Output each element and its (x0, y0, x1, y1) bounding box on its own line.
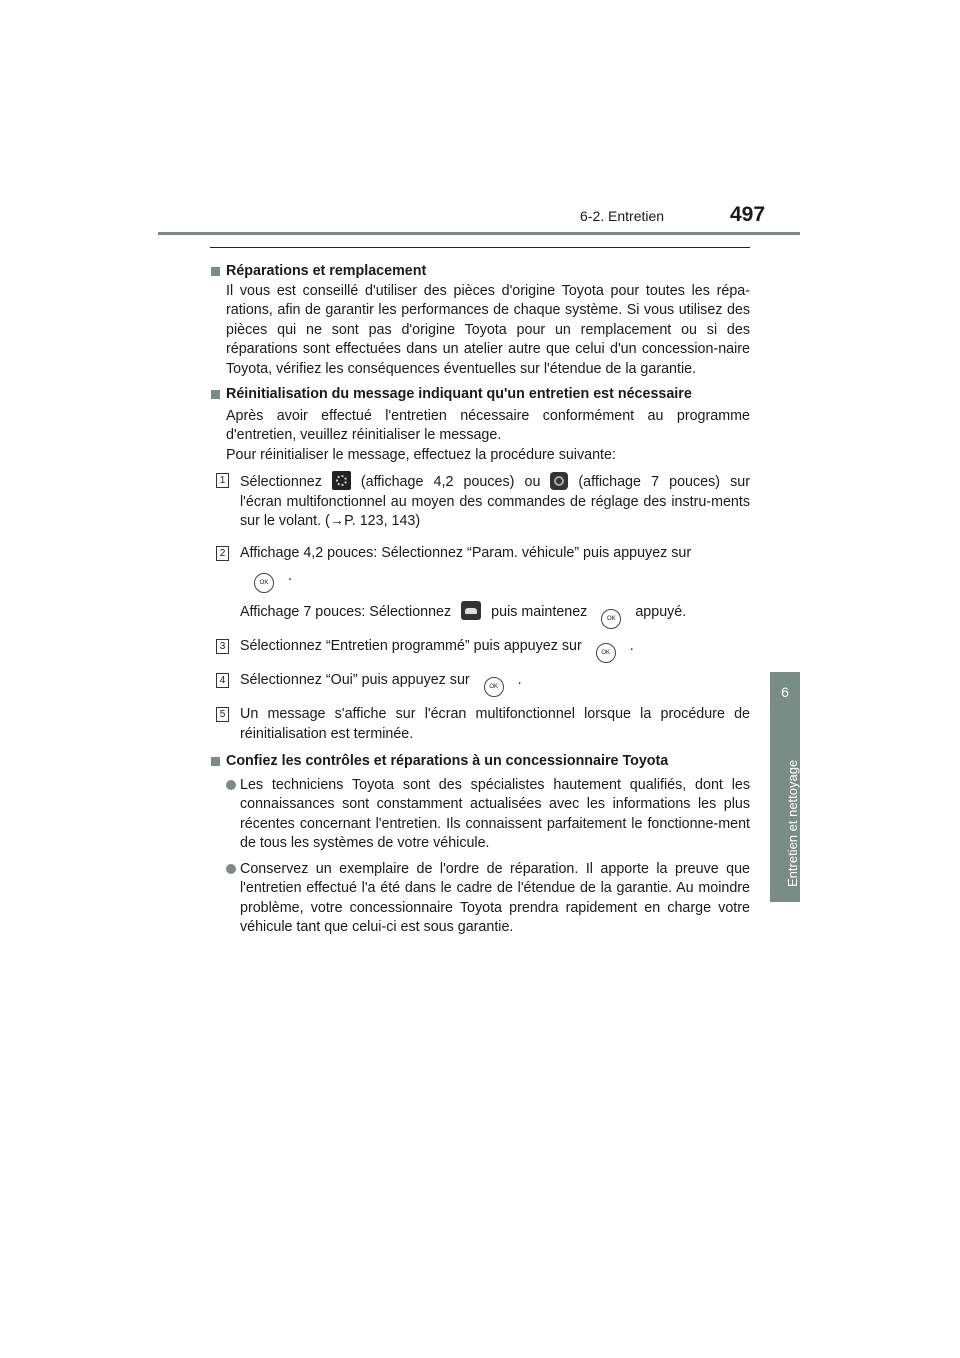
step-number: 5 (216, 707, 229, 722)
section-heading: Réinitialisation du message indiquant qu'un entretien est nécessaire (210, 385, 750, 405)
vehicle-settings-icon (461, 601, 481, 620)
step-3 (219, 637, 750, 663)
step-text: puis maintenez (491, 604, 588, 620)
step-text: Sélectionnez (240, 474, 322, 490)
paragraph: Après avoir effectué l'entretien nécessaire conformément au programme d'entretien, veuillez réinitialiser le message. (226, 407, 750, 443)
step-5 (219, 705, 750, 744)
ok-button-icon: OK (601, 609, 621, 629)
paragraph: Il vous est conseillé d'utiliser des pièces d'origine Toyota pour toutes les répa-rations, afin de garantir les performances de chaque système. Si vous utilisez des pièces qui ne sont pas d'origine Toyota pour un remplacement ou si des réparations sont effectuées dans un atelier autre que celui d'un concession-naire Toyota, vérifiez les conséquences éventuelles sur l'étendue de la garantie. (226, 282, 750, 377)
page-number: 497 (730, 203, 766, 226)
bullet-item: Conservez un exemplaire de l'ordre de réparation. Il apporte la preuve que l'entretien effectué l'a été dans le cadre de l'étendue de la garantie. Au moindre problème, votre concessionnaire Toyota prendra rapidement en charge votre véhicule tant que celui-ci est sous garantie. (240, 860, 750, 938)
step-number: 3 (216, 639, 229, 654)
step-number: 4 (216, 673, 229, 688)
step-text: . (517, 672, 522, 688)
chapter-label: Entretien et nettoyage (785, 759, 800, 887)
step-text: Affichage 4,2 pouces: Sélectionnez “Param. véhicule” puis appuyez sur (240, 544, 692, 561)
ok-button-icon: OK (596, 643, 616, 663)
settings-gear-icon (550, 472, 568, 490)
chapter-number: 6 (781, 684, 789, 700)
step-text: . (288, 568, 292, 584)
content-divider (210, 247, 750, 248)
step-2 (219, 544, 750, 630)
step-text: Sélectionnez “Entretien programmé” puis appuyez sur (240, 638, 582, 654)
header-rule (158, 232, 800, 235)
step-text: Affichage 7 pouces: Sélectionnez (240, 604, 452, 620)
step-text: (affichage 7 pouces) sur l'écran multifonctionnel au moyen des commandes de réglage des instru-ments sur le volant. (→P. 123, 143) (240, 474, 750, 529)
step-1 (219, 471, 750, 532)
section-heading: Confiez les contrôles et réparations à un concessionnaire Toyota (210, 752, 750, 772)
step-number: 1 (216, 473, 229, 488)
main-content (210, 257, 750, 938)
step-number: 2 (216, 546, 229, 561)
settings-gear-icon (332, 471, 351, 490)
step-text: Un message s'affiche sur l'écran multifonctionnel lorsque la procédure de réinitialisation est terminée. (240, 706, 750, 742)
section-heading: Réparations et remplacement (210, 262, 750, 282)
step-text: appuyé. (635, 604, 687, 620)
paragraph: Pour réinitialiser le message, effectuez la procédure suivante: (226, 446, 616, 463)
bullet-item: Les techniciens Toyota sont des spécialistes hautement qualifiés, dont les connaissances sont constamment actualisées avec les informations les plus récentes concernant l'entretien. Ils connaissent parfaitement le fonctionne-ment de tous les systèmes de votre véhicule. (240, 776, 750, 854)
step-text: (affichage 4,2 pouces) ou (360, 474, 541, 490)
step-4 (219, 671, 750, 697)
step-text: . (629, 638, 634, 654)
section-title: 6-2. Entretien (580, 208, 665, 224)
ok-button-icon: OK (254, 573, 274, 593)
ok-button-icon: OK (484, 677, 504, 697)
step-text: Sélectionnez “Oui” puis appuyez sur (240, 672, 470, 688)
